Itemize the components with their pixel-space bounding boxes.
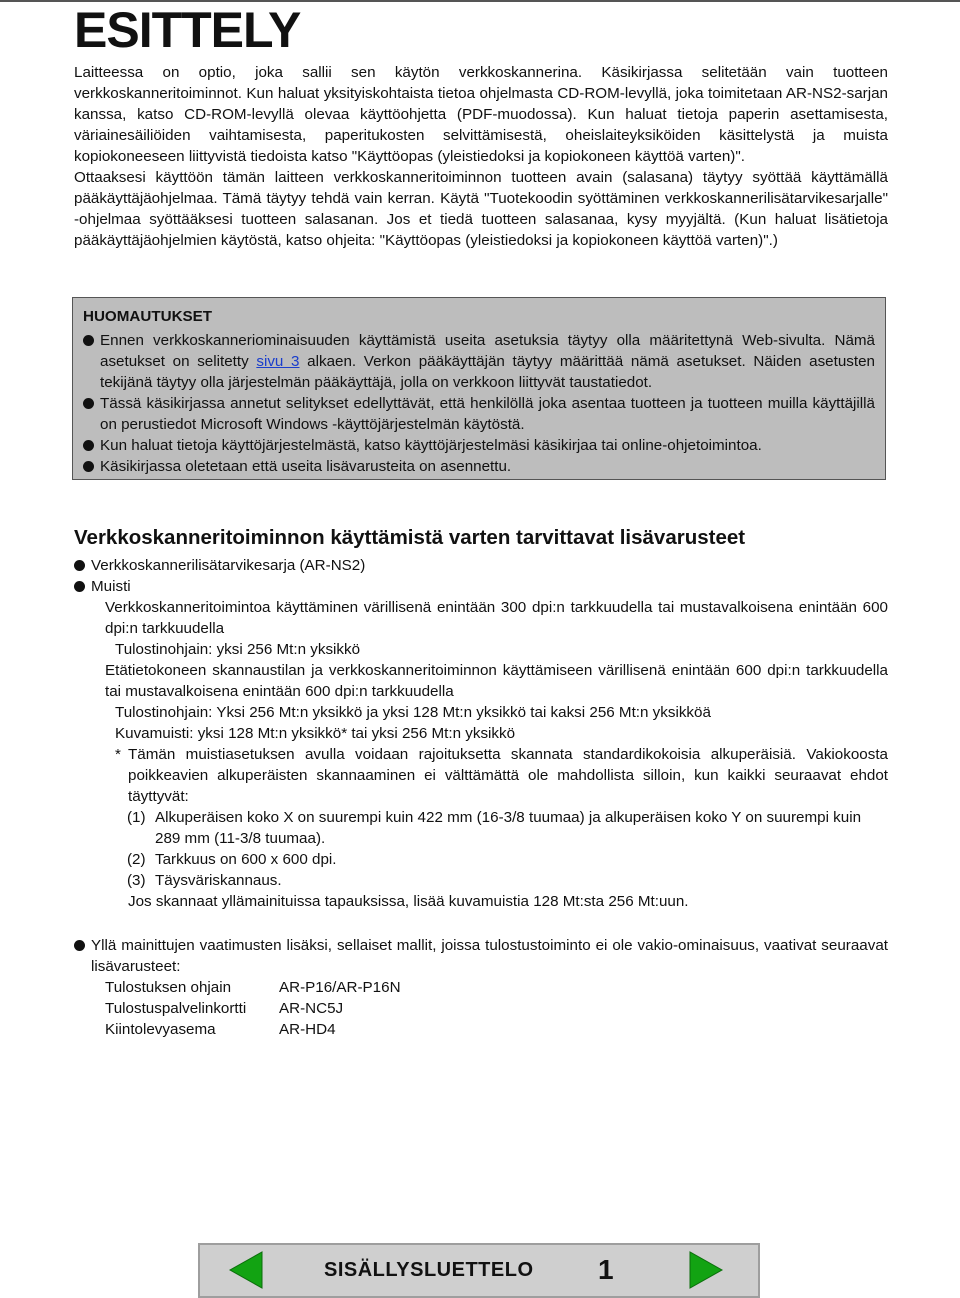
notes-item-1-text-end: alkaen. Verkon pääkäyttäjän täytyy määrittää nämä asetukset. Näiden asetusten tekijänä täytyy olla järjestelmän pääkäyttäjä, jolla on verkkoon liittyvät taustatiedot.: [100, 353, 875, 391]
previous-page-arrow-icon[interactable]: [226, 1250, 266, 1290]
next-page-arrow-icon[interactable]: [686, 1250, 726, 1290]
navigation-bar: [198, 1243, 760, 1298]
footnote-after: Jos skannaat yllämainituissa tapauksissa, lisää kuvamuistia 128 Mt:sta 256 Mt:uun.: [128, 893, 689, 910]
condition-number: (2): [127, 851, 146, 868]
memory-title: Muisti: [91, 578, 131, 595]
option-code: AR-HD4: [279, 1021, 336, 1038]
spacer: [74, 912, 888, 933]
notes-box: [72, 297, 886, 480]
section-heading: Verkkoskanneritoiminnon käyttämistä varten tarvittavat lisävarusteet: [74, 526, 746, 549]
notes-title: HUOMAUTUKSET: [83, 308, 213, 325]
footnote: [74, 744, 888, 807]
table-row: [105, 998, 401, 1019]
option-code: AR-NC5J: [279, 1000, 344, 1017]
list-item: [74, 576, 888, 597]
notes-item: [83, 393, 875, 435]
condition-item: [74, 849, 888, 870]
list-item: [74, 555, 888, 576]
condition-text: Täysväriskannaus.: [155, 872, 282, 889]
page-number: 1: [598, 1254, 614, 1285]
table-row: [105, 1019, 401, 1040]
bullet-icon: [74, 940, 85, 951]
condition-number: (3): [127, 872, 146, 889]
bullet-icon: [74, 581, 85, 592]
notes-item-4-text: Käsikirjassa oletetaan että useita lisävarusteita on asennettu.: [100, 458, 512, 475]
condition-number: (1): [127, 809, 146, 826]
condition-text: Tarkkuus on 600 x 600 dpi.: [155, 851, 337, 868]
bullet-icon: [74, 560, 85, 571]
memory-text-3: Etätietokoneen skannaustilan ja verkkoskanneritoiminnon käyttämiseen värillisenä enintään 600 dpi:n tarkkuudella tai mustavalkoisena enintään 600 dpi:n tarkkuudella: [105, 662, 888, 700]
notes-item-1-text: Ennen verkkoskanneriominaisuuden käyttämistä useita asetuksia täytyy olla määritettynä Web-sivulta. Nämä asetukset on selitetty: [100, 332, 875, 370]
table-row: [105, 977, 401, 998]
option-name: Tulostuspalvelinkortti: [105, 1000, 247, 1017]
bullet-icon: [83, 398, 94, 409]
memory-text-5: Kuvamuisti: yksi 128 Mt:n yksikkö* tai yksi 256 Mt:n yksikkö: [115, 725, 516, 742]
option-code: AR-P16/AR-P16N: [279, 979, 401, 996]
page-link[interactable]: sivu 3: [256, 353, 300, 370]
bullet-icon: [83, 461, 94, 472]
page-title: ESITTELY: [74, 2, 301, 58]
kit-text: Verkkoskannerilisätarvikesarja (AR-NS2): [91, 557, 366, 574]
footnote-text: Tämän muistiasetuksen avulla voidaan rajoituksetta skannata standardikokoisia alkuperäisiä. Vakiokoosta poikkeavien alkuperäisten skannaaminen ei välttämättä ole mahdollista silloin, kun kaikki seuraavat ehdot täyttyvät:: [128, 746, 888, 805]
bullet-icon: [83, 335, 94, 346]
table-of-contents-link[interactable]: SISÄLLYSLUETTELO: [324, 1259, 534, 1281]
intro-paragraph-2: Ottaaksesi käyttöön tämän laitteen verkkoskanneritoiminnon tuotteen avain (salasana) täytyy syöttää käyttämällä pääkäyttäjäohjelmaa. Tämä täytyy tehdä vain kerran. Käytä "Tuotekoodin syöttäminen verkkoskannerilisätarvikesarjalle" -ohjelmaa syöttääksesi tuotteen salasanan. Jos et tiedä tuotteen salasanaa, kysy myyjältä. (Kun haluat lisätietoja pääkäyttäjäohjelmien käytöstä, katso ohjeita: "Käyttöopas (yleistiedoksi ja kopiokoneen käyttöä varten)".): [74, 169, 888, 249]
notes-item: [83, 330, 875, 393]
accessories-list: [74, 555, 888, 1040]
option-name: Kiintolevyasema: [105, 1021, 216, 1038]
memory-text-2: Tulostinohjain: yksi 256 Mt:n yksikkö: [115, 641, 361, 658]
notes-item: [83, 435, 875, 456]
memory-text-1: Verkkoskanneritoimintoa käyttäminen värillisenä enintään 300 dpi:n tarkkuudella tai mustavalkoisena enintään 600 dpi:n tarkkuudella: [105, 599, 888, 637]
bullet-icon: [83, 440, 94, 451]
notes-item-3-text: Kun haluat tietoja käyttöjärjestelmästä, katso käyttöjärjestelmäsi käsikirjaa tai online-ohjetoimintoa.: [100, 437, 762, 454]
notes-item: [83, 456, 875, 477]
intro-paragraph-1: Laitteessa on optio, joka sallii sen käytön verkkoskannerina. Käsikirjassa selitetään vain tuotteen verkkoskanneritoiminnot. Kun haluat yksityiskohtaista tietoa ohjelmasta CD-ROM-levyllä, joka toimitetaan AR-NS2-sarjan kanssa, katso CD-ROM-levyllä olevaa käyttöohjetta (PDF-muodossa). Kun haluat tietoja paperin asettamisesta, väriainesäiliöiden vaihtamisesta, paperitukosten selvittämisestä, oheislaiteyksiköiden käsittelystä ja muista kopiokoneeseen liittyvistä tiedoista katso "Käyttöopas (yleistiedoksi ja kopiokoneen käyttöä varten)".: [74, 64, 888, 165]
list-item: [74, 935, 888, 977]
intro-text: [74, 62, 888, 251]
condition-item: [74, 807, 888, 849]
other-requirements-text: Yllä mainittujen vaatimusten lisäksi, sellaiset mallit, joissa tulostustoiminto ei ole vakio-ominaisuus, vaativat seuraavat lisävarusteet:: [91, 937, 888, 975]
footnote-mark: *: [115, 746, 121, 763]
option-name: Tulostuksen ohjain: [105, 979, 232, 996]
memory-text-4: Tulostinohjain: Yksi 256 Mt:n yksikkö ja yksi 128 Mt:n yksikkö tai kaksi 256 Mt:n yksikköä: [115, 704, 711, 721]
condition-item: [74, 870, 888, 891]
notes-item-2-text: Tässä käsikirjassa annetut selitykset edellyttävät, että henkilöllä joka asentaa tuotteen ja tuotteen muilla käyttäjillä on perustiedot Microsoft Windows -käyttöjärjestelmän käytöstä.: [100, 395, 875, 433]
condition-text: Alkuperäisen koko X on suurempi kuin 422 mm (16-3/8 tuumaa) ja alkuperäisen koko Y on suurempi kuin 289 mm (11-3/8 tuumaa).: [155, 809, 862, 847]
options-table: [105, 977, 401, 1040]
